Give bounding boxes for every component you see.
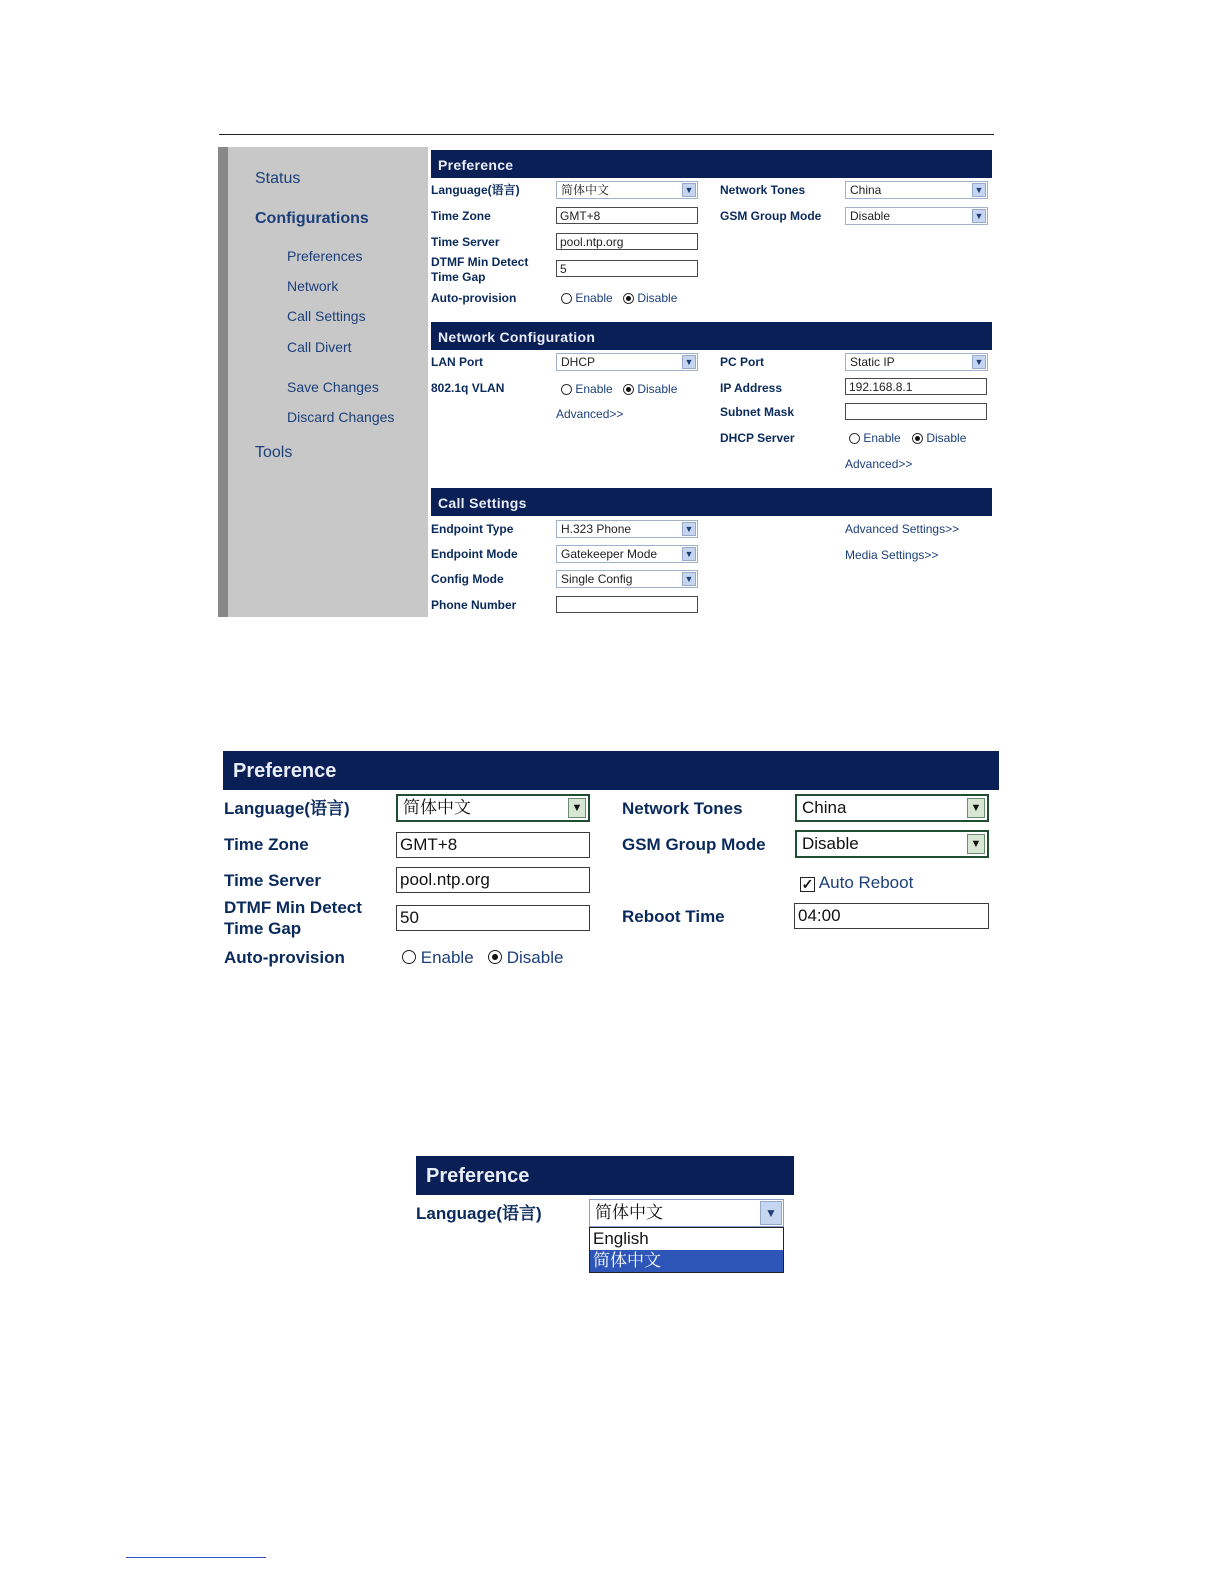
chevron-down-icon: ▼ xyxy=(967,798,985,818)
ip-address-label: IP Address xyxy=(720,381,783,395)
network-tones-label: Network Tones xyxy=(720,183,806,197)
chevron-down-icon: ▼ xyxy=(682,572,696,586)
time-zone-input[interactable]: GMT+8 xyxy=(556,207,698,224)
lan-port-label: LAN Port xyxy=(431,355,483,369)
time-server-label: Time Server xyxy=(431,235,500,249)
language-label: Language(语言) xyxy=(431,183,520,197)
chevron-down-icon: ▼ xyxy=(682,355,696,369)
auto-provision-label: Auto-provision xyxy=(224,948,345,967)
gsm-group-mode-label: GSM Group Mode xyxy=(622,835,766,854)
top-divider xyxy=(219,134,994,135)
language-option-chinese[interactable]: 简体中文 xyxy=(590,1250,783,1272)
reboot-time-label: Reboot Time xyxy=(622,907,725,926)
time-zone-label: Time Zone xyxy=(431,209,491,223)
check-icon: ✓ xyxy=(801,876,814,892)
auto-provision-label: Auto-provision xyxy=(431,291,517,305)
phone-number-input[interactable] xyxy=(556,596,698,613)
dtmf-input[interactable]: 5 xyxy=(556,260,698,277)
config-mode-label: Config Mode xyxy=(431,572,504,586)
preference-header: Preference xyxy=(431,150,992,178)
endpoint-mode-select[interactable]: Gatekeeper Mode ▼ xyxy=(556,545,698,563)
advanced-settings-link[interactable]: Advanced Settings>> xyxy=(845,522,960,536)
language-select[interactable]: 简体中文 ▼ xyxy=(556,181,698,199)
language-option-english[interactable]: English xyxy=(593,1229,649,1248)
nav-save-changes[interactable]: Save Changes xyxy=(287,379,379,395)
auto-provision-disable[interactable]: Disable xyxy=(623,291,677,306)
vlan-enable[interactable]: Enable xyxy=(561,382,613,397)
radio-icon xyxy=(849,433,860,444)
nav-tools[interactable]: Tools xyxy=(255,444,293,461)
dhcp-server-label: DHCP Server xyxy=(720,431,795,445)
dhcp-disable[interactable]: Disable xyxy=(912,431,966,446)
time-server-input[interactable]: pool.ntp.org xyxy=(556,233,698,250)
language-select[interactable]: 简体中文 ▼ xyxy=(396,794,590,822)
config-mode-select[interactable]: Single Config ▼ xyxy=(556,570,698,588)
chevron-down-icon: ▼ xyxy=(682,522,696,536)
dtmf-input[interactable]: 50 xyxy=(396,905,590,931)
nav-network[interactable]: Network xyxy=(287,278,339,294)
nav-preferences[interactable]: Preferences xyxy=(287,248,363,264)
network-tones-select[interactable]: China ▼ xyxy=(795,794,989,822)
endpoint-type-label: Endpoint Type xyxy=(431,522,514,536)
chevron-down-icon: ▼ xyxy=(967,834,985,854)
gsm-group-mode-label: GSM Group Mode xyxy=(720,209,822,223)
time-zone-label: Time Zone xyxy=(224,835,309,854)
footer-link-underline xyxy=(126,1557,266,1558)
radio-icon xyxy=(912,433,923,444)
language-label: Language(语言) xyxy=(224,799,350,818)
network-tones-select[interactable]: China ▼ xyxy=(845,181,988,199)
gsm-group-mode-select[interactable]: Disable ▼ xyxy=(845,207,988,225)
vlan-label: 802.1q VLAN xyxy=(431,381,505,395)
endpoint-mode-label: Endpoint Mode xyxy=(431,547,518,561)
preference-header: Preference xyxy=(416,1156,794,1195)
pc-port-select[interactable]: Static IP ▼ xyxy=(845,353,988,371)
time-zone-input[interactable]: GMT+8 xyxy=(396,832,590,858)
phone-number-label: Phone Number xyxy=(431,598,517,612)
auto-provision-enable[interactable]: Enable xyxy=(402,947,474,968)
dtmf-label: DTMF Min Detect Time Gap xyxy=(224,898,362,938)
subnet-mask-input[interactable] xyxy=(845,403,987,420)
pc-port-label: PC Port xyxy=(720,355,765,369)
dhcp-enable[interactable]: Enable xyxy=(849,431,901,446)
call-settings-header: Call Settings xyxy=(431,488,992,516)
ip-address-input[interactable]: 192.168.8.1 xyxy=(845,378,987,395)
media-settings-link[interactable]: Media Settings>> xyxy=(845,548,939,562)
time-server-label: Time Server xyxy=(224,871,322,890)
chevron-down-icon: ▼ xyxy=(568,798,586,818)
config-screenshot xyxy=(218,147,992,617)
nav-discard-changes[interactable]: Discard Changes xyxy=(287,409,395,425)
nav-status[interactable]: Status xyxy=(255,170,301,187)
chevron-down-icon: ▼ xyxy=(682,183,696,197)
chevron-down-icon: ▼ xyxy=(972,355,986,369)
radio-icon xyxy=(488,950,502,964)
subnet-mask-label: Subnet Mask xyxy=(720,405,795,419)
network-config-header: Network Configuration xyxy=(431,322,992,350)
language-dropdown-list xyxy=(589,1227,784,1273)
lan-port-select[interactable]: DHCP ▼ xyxy=(556,353,698,371)
time-server-input[interactable]: pool.ntp.org xyxy=(396,867,590,893)
vlan-disable[interactable]: Disable xyxy=(623,382,677,397)
language-label: Language(语言) xyxy=(416,1204,542,1223)
network-tones-label: Network Tones xyxy=(622,799,743,818)
auto-provision-enable[interactable]: Enable xyxy=(561,291,613,306)
preference-header: Preference xyxy=(223,751,999,790)
reboot-time-input[interactable]: 04:00 xyxy=(794,903,989,929)
chevron-down-icon: ▼ xyxy=(972,183,986,197)
nav-call-settings[interactable]: Call Settings xyxy=(287,308,366,324)
nav-configurations[interactable]: Configurations xyxy=(255,210,369,227)
chevron-down-icon: ▼ xyxy=(760,1201,782,1225)
radio-icon xyxy=(561,293,572,304)
config-panel xyxy=(431,147,992,617)
radio-icon xyxy=(402,950,416,964)
preference-screenshot xyxy=(223,751,999,971)
radio-icon xyxy=(561,384,572,395)
endpoint-type-select[interactable]: H.323 Phone ▼ xyxy=(556,520,698,538)
sidebar xyxy=(218,147,428,617)
auto-provision-disable[interactable]: Disable xyxy=(488,947,563,968)
gsm-group-mode-select[interactable]: Disable ▼ xyxy=(795,830,989,858)
chevron-down-icon: ▼ xyxy=(682,547,696,561)
vlan-advanced-link[interactable]: Advanced>> xyxy=(556,407,624,421)
radio-icon xyxy=(623,384,634,395)
dtmf-label: DTMF Min Detect Time Gap xyxy=(431,255,529,284)
nav-call-divert[interactable]: Call Divert xyxy=(287,339,352,355)
language-select[interactable]: 简体中文 ▼ xyxy=(589,1199,784,1227)
radio-icon xyxy=(623,293,634,304)
dhcp-advanced-link[interactable]: Advanced>> xyxy=(845,457,913,471)
chevron-down-icon: ▼ xyxy=(972,209,986,223)
language-dropdown-screenshot xyxy=(416,1156,794,1276)
auto-reboot-checkbox[interactable]: ✓ Auto Reboot xyxy=(801,873,914,892)
